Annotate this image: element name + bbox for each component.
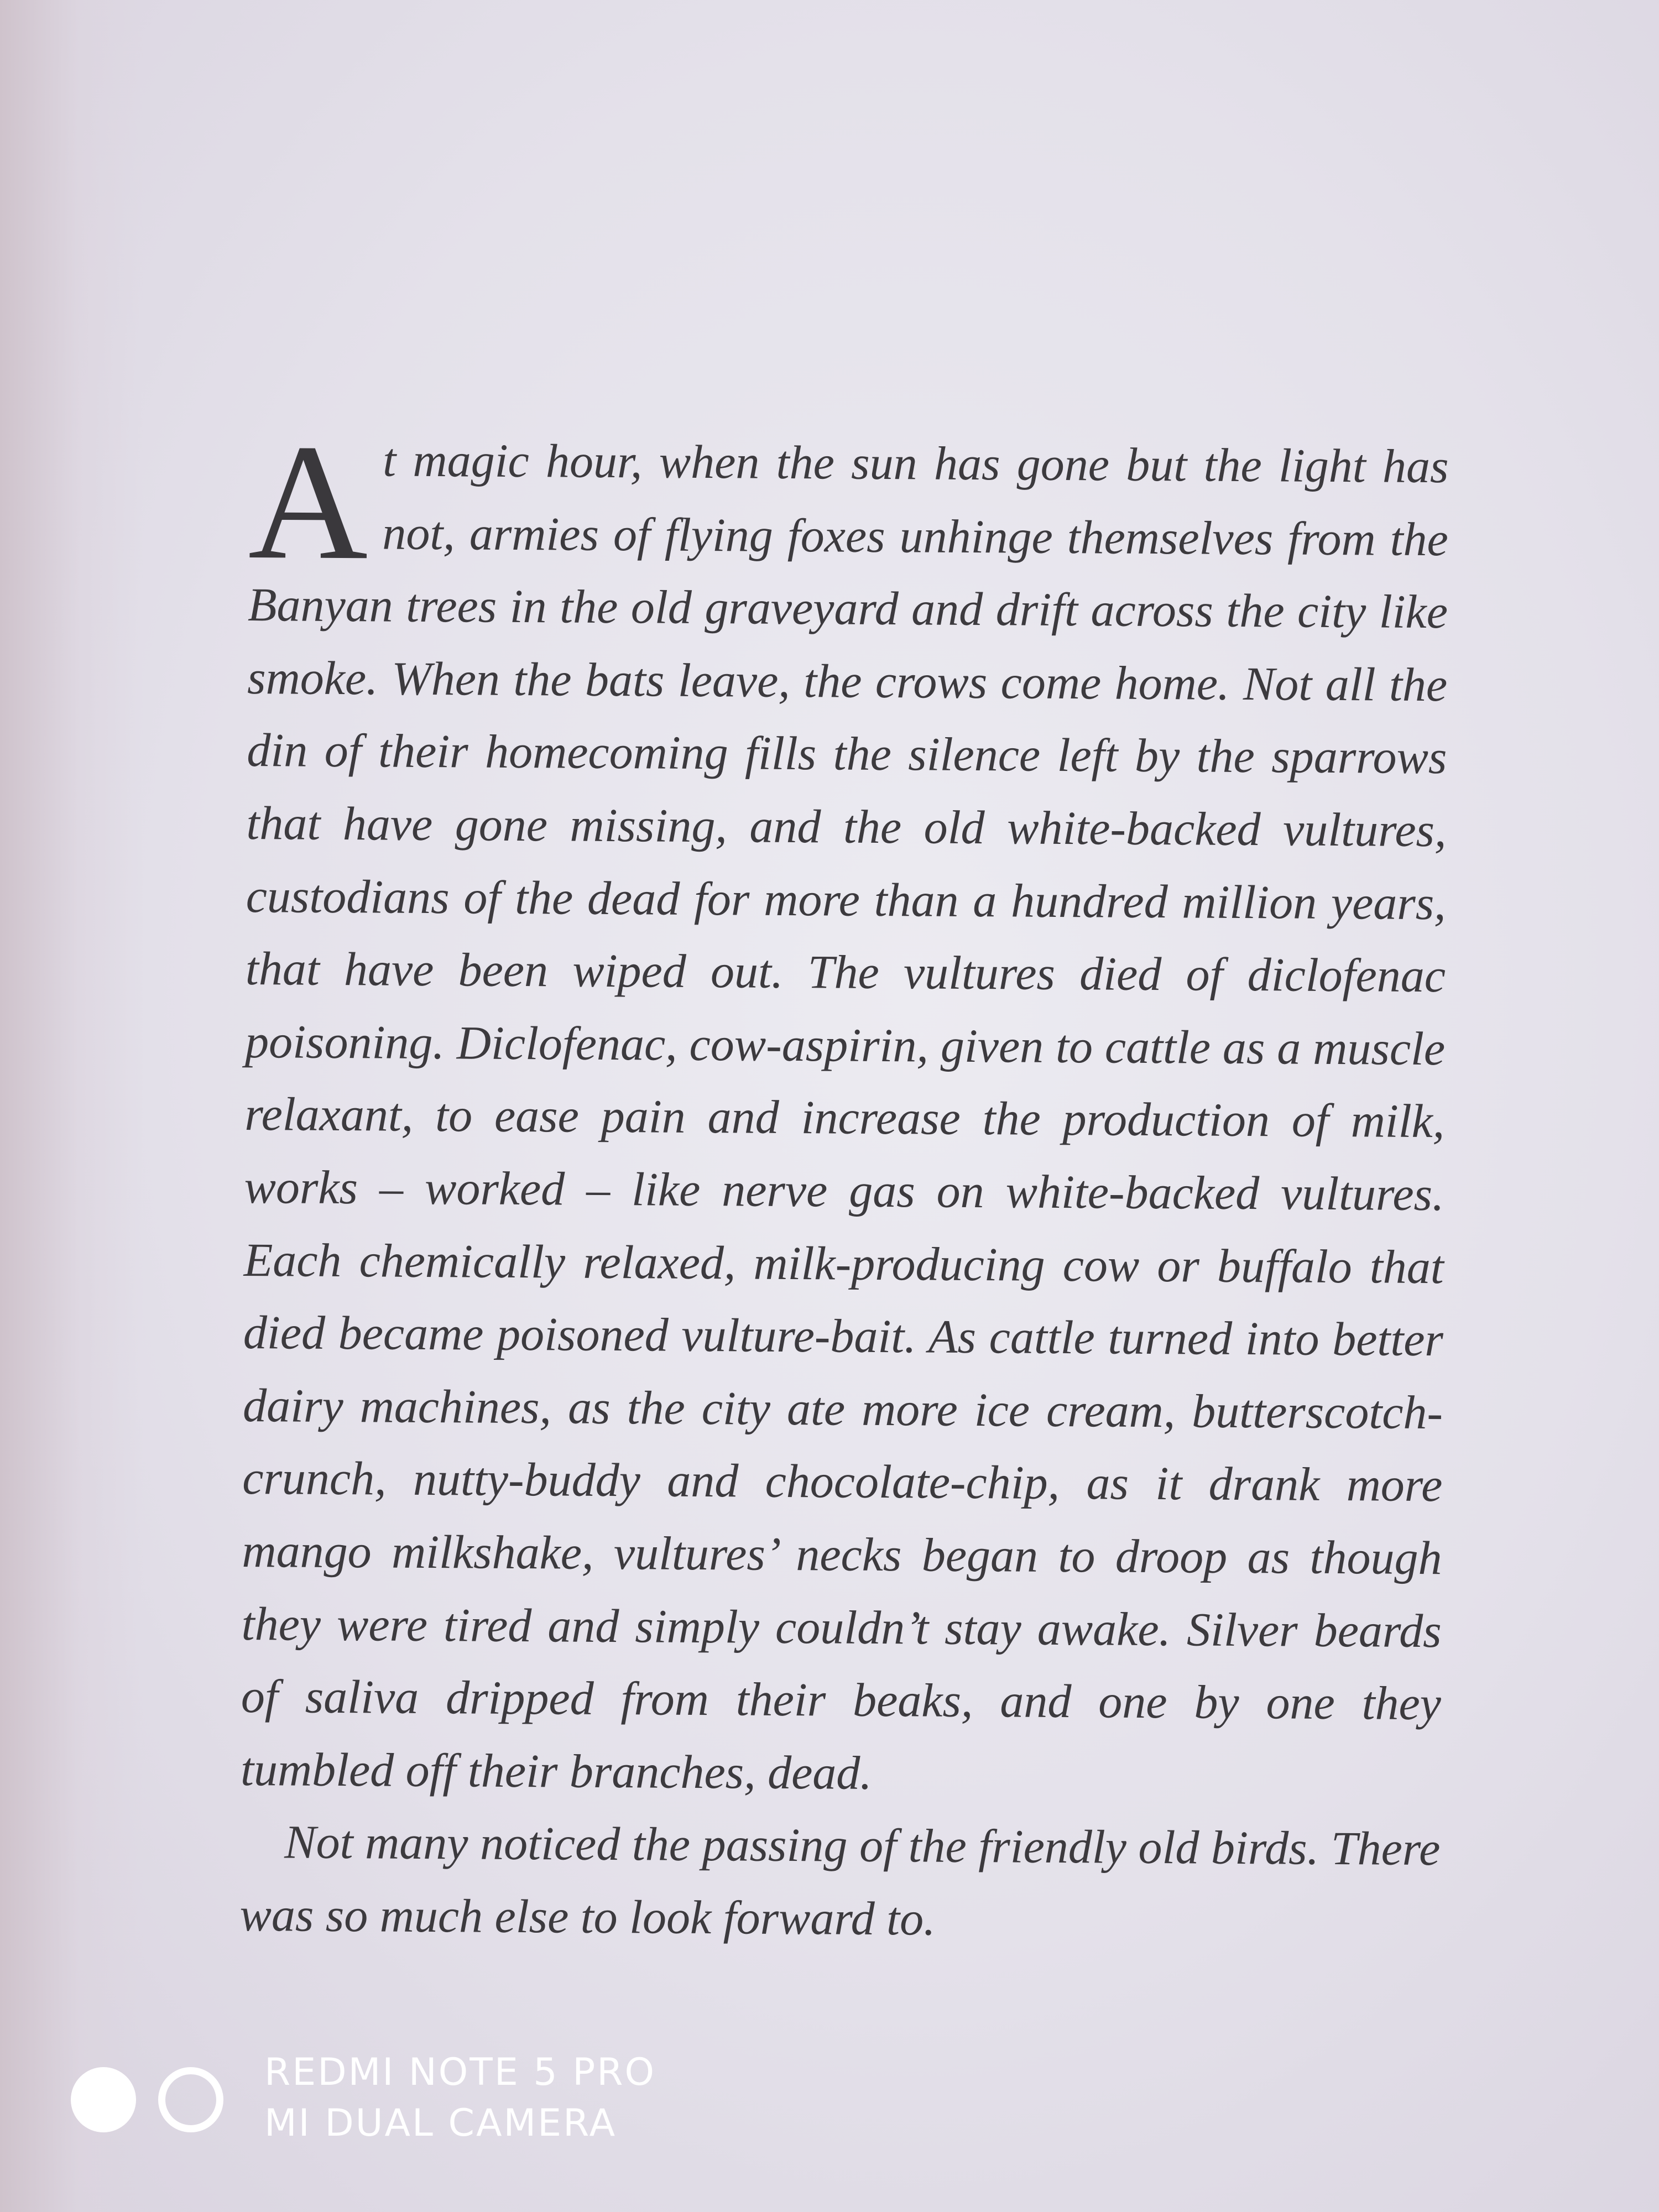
watermark-model: REDMI NOTE 5 PRO bbox=[264, 2051, 656, 2094]
paragraph-1 bbox=[240, 410, 1449, 1813]
book-text bbox=[239, 410, 1449, 1959]
watermark-filled-circle-icon bbox=[71, 2067, 136, 2132]
camera-watermark bbox=[71, 2046, 679, 2157]
paragraph-2: Not many noticed the passing of the friendly old birds. There was so much else to look forward to. bbox=[239, 1815, 1441, 1945]
watermark-outline-circle-icon bbox=[158, 2067, 223, 2132]
paragraph-1-text: t magic hour, when the sun has gone but the light has not, armies of flying foxes unhinge themselves from the Banyan trees in the old graveyard and drift across the city like smoke. When the bats leave, the crows come home. Not all the din of their homecoming fills the silence left by the sparrows that have gone missing, and the old white-backed vultures, custodians of the dead for more than a hundred million years, that have been wiped out. The vultures died of diclofenac poisoning. Diclofenac, cow-aspirin, given to cattle as a muscle relaxant, to ease pain and increase the production of milk, works – worked – like nerve gas on white-backed vultures. Each chemically relaxed, milk-producing cow or buffalo that died became poisoned vulture-bait. As cattle turned into better dairy machines, as the city ate more ice cream, butterscotch-crunch, nutty-buddy and chocolate-chip, as it drank more mango milkshake, vultures’ necks began to droop as though they were tired and simply couldn’t stay awake. Silver beards of saliva dripped from their beaks, and one by one they tumbled off their branches, dead. bbox=[240, 433, 1449, 1799]
page-gutter-shadow bbox=[0, 0, 144, 2212]
drop-cap: A bbox=[248, 410, 369, 594]
watermark-camera: MI DUAL CAMERA bbox=[264, 2101, 617, 2145]
